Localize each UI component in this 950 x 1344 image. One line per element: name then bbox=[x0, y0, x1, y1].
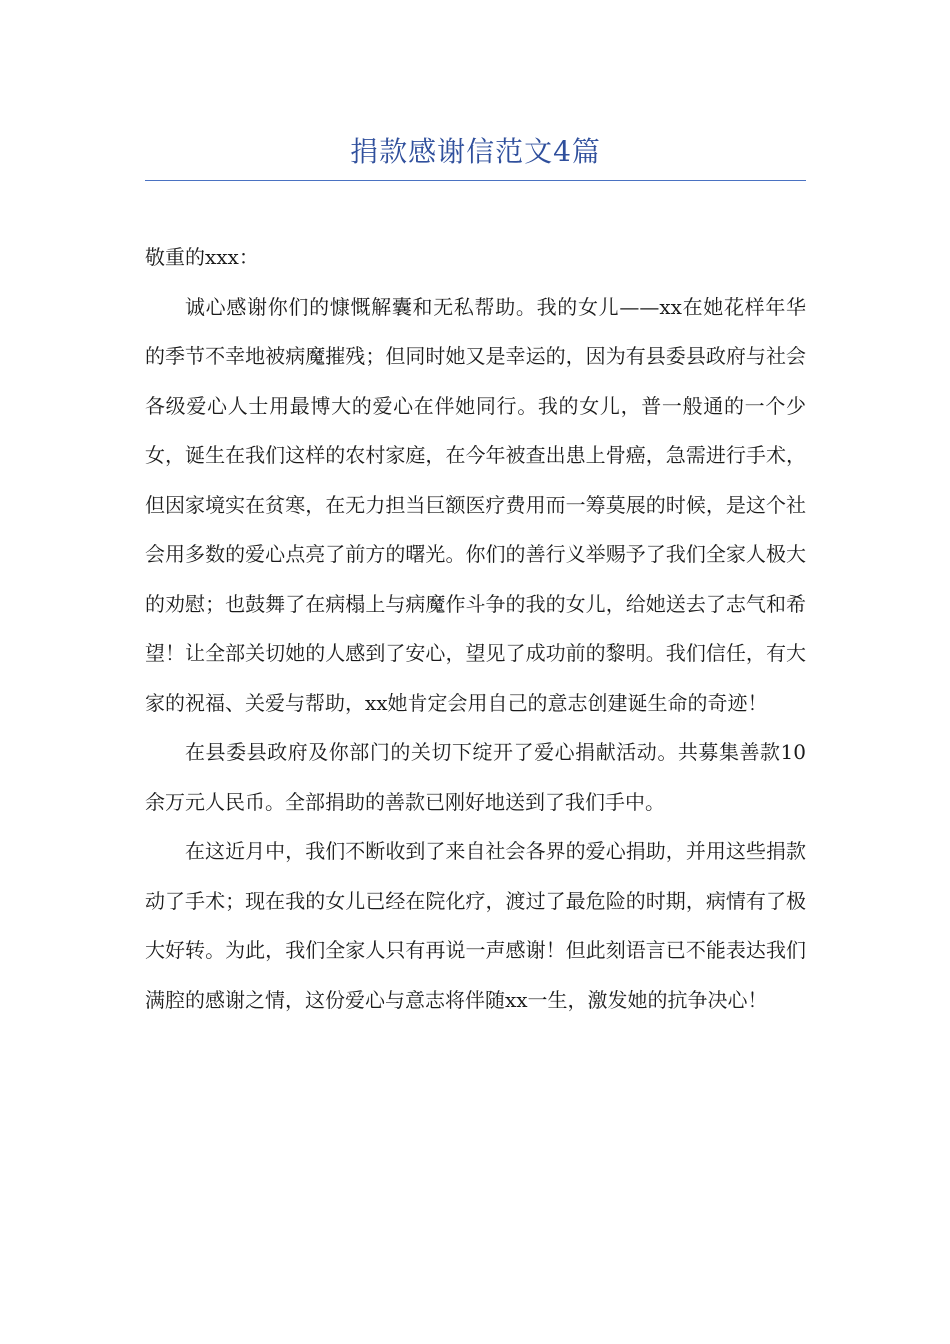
document-title: 捐款感谢信范文4篇 bbox=[350, 135, 601, 168]
letter-body bbox=[145, 233, 806, 1025]
paragraph-2: 在县委县政府及你部门的关切下绽开了爱心捐献活动。共募集善款10余万元人民币。全部捐助的善款已刚好地送到了我们手中。 bbox=[145, 740, 806, 814]
paragraph-1: 诚心感谢你们的慷慨解囊和无私帮助。我的女儿——xx在她花样年华的季节不幸地被病魔摧残；但同时她又是幸运的，因为有县委县政府与社会各级爱心人士用最博大的爱心在伴她同行。我的女儿，普一般通的一个少女，诞生在我们这样的农村家庭，在今年被查出患上骨癌，急需进行手术，但因家境实在贫寒，在无力担当巨额医疗费用而一筹莫展的时候，是这个社会用多数的爱心点亮了前方的曙光。你们的善行义举赐予了我们全家人极大的劝慰；也鼓舞了在病榻上与病魔作斗争的我的女儿，给她送去了志气和希望！让全部关切她的人感到了安心，望见了成功前的黎明。我们信任，有大家的祝福、关爱与帮助，xx她肯定会用自己的意志创建诞生命的奇迹！ bbox=[145, 294, 806, 715]
paragraph-3: 在这近月中，我们不断收到了来自社会各界的爱心捐助，并用这些捐款动了手术；现在我的女儿已经在院化疗，渡过了最危险的时期，病情有了极大好转。为此，我们全家人只有再说一声感谢！但此刻语言已不能表达我们满腔的感谢之情，这份爱心与意志将伴随xx一生，激发她的抗争决心！ bbox=[145, 839, 806, 1012]
salutation: 敬重的xxx： bbox=[145, 245, 259, 269]
title-underline bbox=[145, 180, 806, 181]
